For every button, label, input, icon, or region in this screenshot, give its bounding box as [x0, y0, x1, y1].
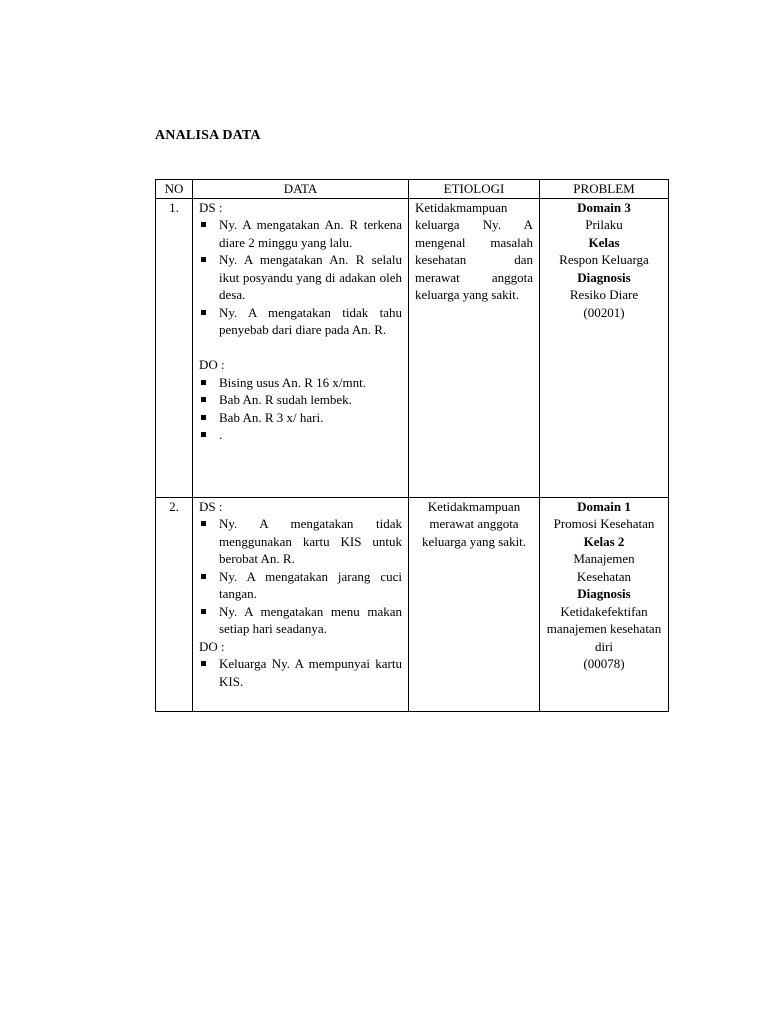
list-item: .	[199, 426, 402, 444]
list-item: Ny. A mengatakan An. R selalu ikut posyandu yang di adakan oleh desa.	[199, 251, 402, 304]
problem-kelas-value: Manajemen Kesehatan	[573, 551, 635, 584]
ds-list	[199, 216, 402, 339]
list-item: Ny. A mengatakan tidak tahu penyebab dari diare pada An. R.	[199, 304, 402, 339]
etiologi-cell: Ketidakmampuan merawat anggota keluarga yang sakit.	[409, 497, 540, 711]
problem-diagnosis: Diagnosis	[577, 269, 631, 285]
problem-diagnosis-value: Ketidakefektifan manajemen kesehatan diri	[546, 603, 662, 654]
etiologi-cell: Ketidakmampuan keluarga Ny. A mengenal masalah kesehatan dan merawat anggota keluarga yang sakit.	[409, 198, 540, 497]
problem-kelas: Kelas	[588, 234, 620, 250]
header-data: DATA	[193, 180, 409, 199]
header-problem: PROBLEM	[540, 180, 669, 199]
spacer	[199, 339, 402, 357]
problem-kelas: Kelas 2	[583, 533, 625, 549]
do-label: DO :	[199, 638, 225, 654]
table-row	[156, 497, 669, 711]
list-item: Ny. A mengatakan jarang cuci tangan.	[199, 568, 402, 603]
ds-label: DS :	[199, 498, 223, 514]
list-item: Ny. A mengatakan menu makan setiap hari seadanya.	[199, 603, 402, 638]
header-etiologi: ETIOLOGI	[409, 180, 540, 199]
list-item: Keluarga Ny. A mempunyai kartu KIS.	[199, 655, 402, 690]
ds-label: DS :	[199, 199, 223, 215]
row-number: 2.	[156, 497, 193, 711]
problem-diagnosis-value: Resiko Diare	[569, 287, 639, 302]
problem-cell	[540, 198, 669, 497]
problem-diagnosis: Diagnosis	[577, 586, 631, 601]
problem-domain: Domain 1	[577, 498, 631, 514]
problem-domain: Domain 3	[577, 199, 631, 215]
list-item: Bab An. R sudah lembek.	[199, 391, 402, 409]
page-title: ANALISA DATA	[155, 128, 261, 143]
do-label: DO :	[199, 357, 225, 372]
problem-domain-value: Promosi Kesehatan	[553, 516, 655, 531]
table-header-row	[156, 180, 669, 199]
data-cell	[193, 497, 409, 711]
list-item: Bising usus An. R 16 x/mnt.	[199, 374, 402, 392]
problem-code: (00201)	[583, 304, 625, 320]
analysis-table	[155, 179, 669, 712]
header-no: NO	[156, 180, 193, 199]
problem-code: (00078)	[583, 656, 625, 671]
problem-kelas-value: Respon Keluarga	[559, 252, 649, 267]
problem-cell	[540, 497, 669, 711]
data-cell	[193, 198, 409, 497]
list-item: Bab An. R 3 x/ hari.	[199, 409, 402, 427]
row-number: 1.	[156, 198, 193, 497]
do-list	[199, 374, 402, 444]
list-item: Ny. A mengatakan tidak menggunakan kartu KIS untuk berobat An. R.	[199, 515, 402, 568]
problem-domain-value: Prilaku	[585, 217, 623, 232]
do-list	[199, 655, 402, 690]
ds-list	[199, 515, 402, 638]
table-row	[156, 198, 669, 497]
list-item: Ny. A mengatakan An. R terkena diare 2 minggu yang lalu.	[199, 216, 402, 251]
